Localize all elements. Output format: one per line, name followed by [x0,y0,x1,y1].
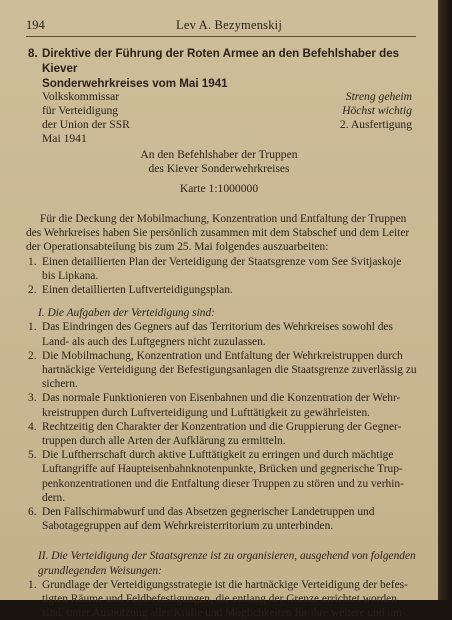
list-item [26,420,420,448]
list-item [26,349,420,392]
item-line: truppen durch alle Arten der Aufklärung zu ermitteln. [42,435,286,448]
intro-line: des Wehrkreises haben Sie persönlich zusammen mit dem Stabschef und dem Leiter [26,227,410,240]
item-number: 1. [28,255,37,268]
item-line: Die Luftherrschaft durch aktive Lufttätigkeit zu erringen und durch mächtige [42,449,394,462]
list-item [26,391,420,419]
item-line: Das Eindringen des Gegners auf das Territorium des Wehrkreises sowohl des [42,321,393,334]
item-line: dern. [42,491,66,504]
item-number: 2. [28,284,37,297]
item-line: bis Lipkana. [42,269,99,282]
list-item [26,255,420,283]
title-line: Sonderwehrkreises vom Mai 1941 [42,77,228,90]
addressee-line: des Kiever Sonderwehrkreises [148,162,290,175]
item-line: hartnäckige Verteidigung der Befestigungsanlagen die Staatsgrenze zuverlässig zu [42,364,417,377]
item-number: 2. [28,349,37,362]
list-item [26,320,420,348]
item-line: Luftangriffe auf Haupteisenbahnknotenpunkte, Brücken und gegnerische Trup- [42,463,403,476]
list-item [26,578,420,620]
document-body [26,212,420,620]
item-number: 3. [28,392,37,405]
classification-block [340,90,412,132]
sender-line: Volkskommissar [42,90,120,103]
item-line: penkonzentrationen und die Entfaltung dieser Truppen zu stören und zu verhin- [42,477,404,490]
addressee-line: An den Befehlshaber der Truppen [140,148,298,161]
sender-block [42,90,130,146]
section-heading-cont: grundlegenden Weisungen: [38,564,162,577]
intro-line: Für die Deckung der Mobilmachung, Konzentration und Entfaltung der Truppen [40,213,407,225]
list-item [26,283,420,297]
item-line: Rechtzeitig den Charakter der Konzentration und die Gruppierung der Gegner- [42,420,402,433]
page-number: 194 [26,18,45,32]
item-line: Grundlage der Verteidigungsstrategie ist die hartnäckige Verteidigung der befes- [42,578,408,591]
classification-line: 2. Ausfertigung [339,118,412,131]
item-line: Einen detaillierten Plan der Verteidigung der Staatsgrenze vom See Svitjaskoje [42,255,402,268]
title-line: Direktive der Führung der Roten Armee an den Befehlshaber des Kiever [42,47,400,75]
intro-line: der Operationsabteilung bis zum 25. Mai folgendes auszuarbeiten: [26,241,329,254]
title-number: 8. [28,47,38,60]
item-number: 4. [28,420,37,433]
item-line: Einen detaillierten Luftverteidigungsplan. [42,284,233,297]
map-scale: Karte 1:1000000 [179,182,259,195]
sender-line: für Verteidigung [42,104,119,117]
page-header [26,14,416,34]
list-item [26,448,420,505]
classification-line: Höchst wichtig [342,104,412,117]
classification-line: Streng geheim [345,90,412,103]
document-title [28,46,422,91]
item-line: Die Mobilmachung, Konzentration und Entfaltung der Wehrkreistruppen durch [42,349,403,362]
item-line: Das normale Funktionieren von Eisenbahnen und die Konzentration der Wehr- [42,392,401,405]
item-number: 1. [28,578,37,591]
item-line: Den Fallschirmabwurf und das Absetzen gegnerischer Landetruppen und [42,506,375,519]
item-line: Sabotagegruppen auf dem Wehrkreisterritorium zu unterbinden. [42,520,334,533]
item-number: 6. [28,506,37,519]
item-line: Land- als auch des Luftgegners nicht zuzulassen. [42,335,266,348]
list-item [26,505,420,533]
running-head: Lev A. Bezymenskij [176,18,283,32]
item-number: 1. [28,321,37,334]
item-line: sichern. [42,378,78,391]
sender-line: Mai 1941 [42,132,87,145]
item-line: sind, unter Ausnutzung aller Kräfte und Möglichkeiten für ihre weitere und um- [42,607,406,620]
addressee-block [0,148,438,176]
item-line: kreistruppen durch Luftverteidigung und Lufttätigkeit zu gewährleisten. [42,406,371,419]
item-line: tigten Räume und Feldbefestigungen, die entlang der Grenze errichtet worden [42,593,397,606]
item-number: 5. [28,449,37,462]
sender-line: der Union der SSR [42,118,130,131]
book-edge [438,0,452,600]
section-heading: II. Die Verteidigung der Staatsgrenze ist zu organisieren, ausgehend von folgenden [38,550,416,563]
header-rule [26,36,416,37]
spacer [26,533,420,540]
section-heading: I. Die Aufgaben der Verteidigung sind: [38,307,215,320]
